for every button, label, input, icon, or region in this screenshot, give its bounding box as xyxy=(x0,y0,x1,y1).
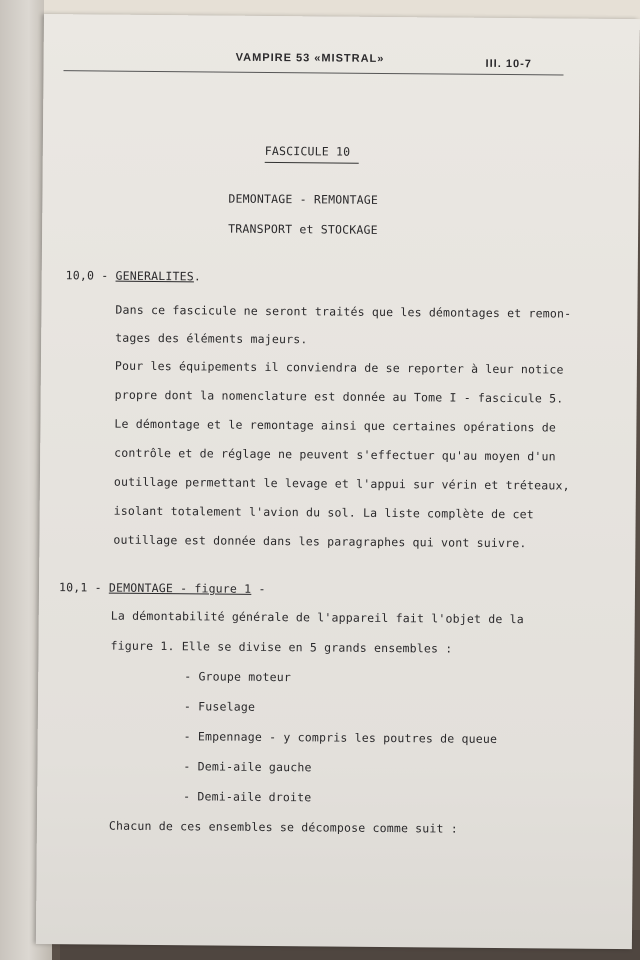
fascicule-underline xyxy=(265,162,359,164)
closing-line: Chacun de ces ensembles se décompose comme suit : xyxy=(108,818,459,836)
paragraph-line: Dans ce fascicule ne seront traités que les démontages et remon- xyxy=(115,302,572,321)
header-rule xyxy=(64,70,564,75)
fascicule-title: FASCICULE 10 xyxy=(264,143,351,159)
section-10-1-title: DEMONTAGE - figure 1 xyxy=(108,580,252,596)
list-item: - Groupe moteur xyxy=(184,669,292,685)
intro-line: figure 1. Elle se divise en 5 grands ensembles : xyxy=(110,638,453,656)
paragraph-line: outillage permettant le levage et l'appui sur vérin et tréteaux, xyxy=(113,474,570,493)
fascicule-subtitle-2: TRANSPORT et STOCKAGE xyxy=(228,221,378,237)
paragraph-line: propre dont la nomenclature est donnée au Tome I - fascicule 5. xyxy=(114,387,564,406)
paragraph-line: Pour les équipements il conviendra de se reporter à leur notice xyxy=(114,358,564,377)
paragraph-line: contrôle et de réglage ne peuvent s'effectuer qu'au moyen d'un xyxy=(114,445,556,464)
paragraph-line: tages des éléments majeurs. xyxy=(115,330,308,347)
list-item: - Empennage - y compris les poutres de queue xyxy=(183,729,498,746)
list-item: - Demi-aile gauche xyxy=(183,759,312,775)
section-10-0-title: GENERALITES xyxy=(115,268,195,284)
header-page-ref: III. 10-7 xyxy=(485,57,532,71)
paragraph-line: Le démontage et le remontage ainsi que certaines opérations de xyxy=(114,416,557,435)
intro-line: La démontabilité générale de l'appareil fait l'objet de la xyxy=(110,608,524,627)
header-title: VAMPIRE 53 «MISTRAL» xyxy=(235,51,385,65)
paragraph-line: isolant totalement l'avion du sol. La liste complète de cet xyxy=(113,503,535,522)
list-item: - Fuselage xyxy=(183,699,256,714)
list-item: - Demi-aile droite xyxy=(183,789,312,805)
section-10-1-heading: 10,1 - DEMONTAGE - figure 1 - xyxy=(58,580,266,596)
paragraph-line: outillage est donnée dans les paragraphes qui vont suivre. xyxy=(113,532,527,551)
section-10-0-heading: 10,0 - GENERALITES. xyxy=(65,268,202,284)
fascicule-subtitle-1: DEMONTAGE - REMONTAGE xyxy=(228,191,379,207)
document-page xyxy=(36,14,640,949)
